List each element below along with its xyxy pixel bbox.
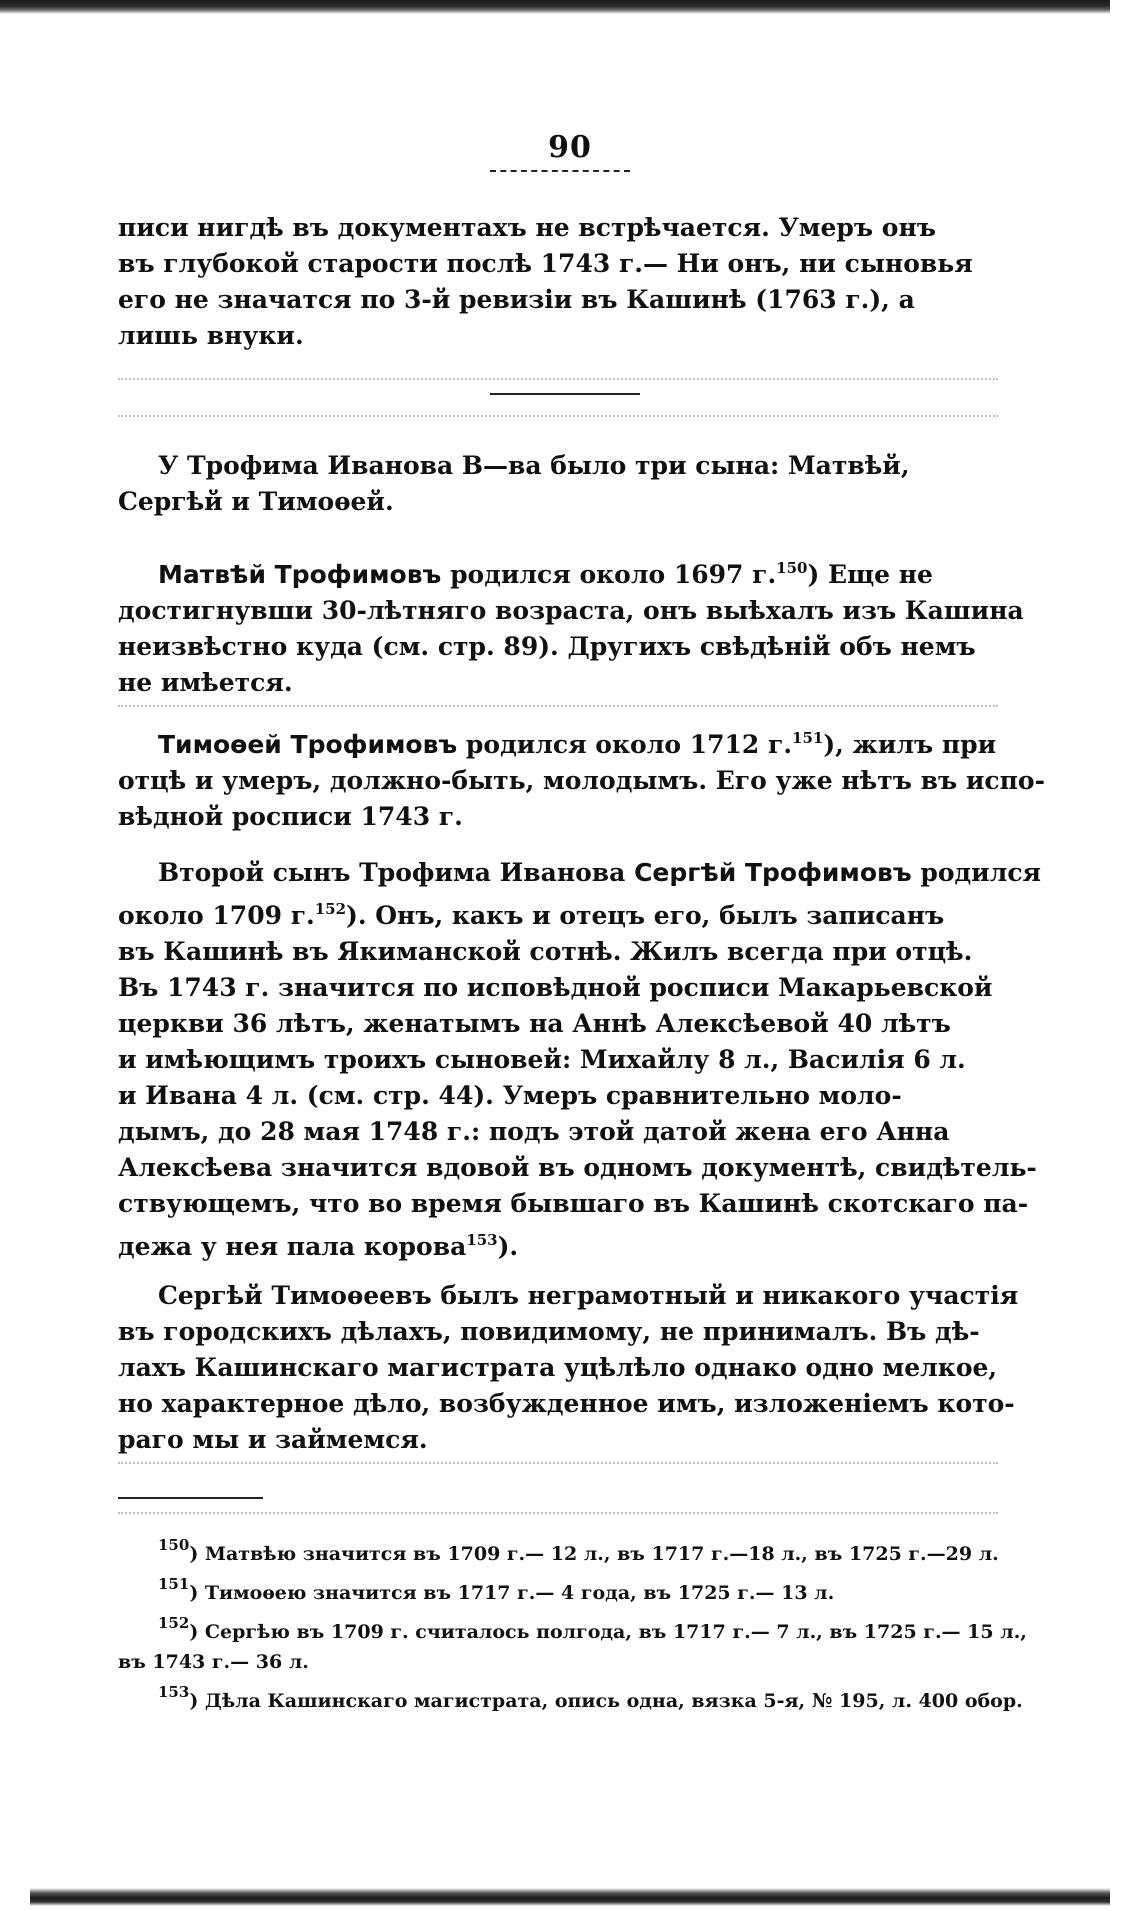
text-fragment: ), жилъ при xyxy=(823,730,997,759)
section-divider xyxy=(490,393,640,395)
text-fragment: ) Еще не xyxy=(807,560,933,589)
text-line: но характерное дѣло, возбужденное имъ, изложеніемъ кото- xyxy=(118,1389,1015,1418)
text-fragment: ). xyxy=(497,1232,519,1261)
bleed-through-noise xyxy=(118,705,998,707)
text-line: церкви 36 лѣтъ, женатымъ на Аннѣ Алексѣевой 40 лѣтъ xyxy=(118,1009,951,1038)
footnote-text: Сергѣю въ 1709 г. считалось полгода, въ 1717 г.— 7 л., въ 1725 г.— 15 л., xyxy=(204,1621,1027,1643)
text-line: и имѣющимъ троихъ сыновей: Михайлу 8 л., Василія 6 л. xyxy=(118,1045,966,1074)
text-line: въ городскихъ дѣлахъ, повидимому, не принималъ. Въ дѣ- xyxy=(118,1317,980,1346)
footnote-ref: 152 xyxy=(314,900,347,918)
person-name: Сергѣй Трофимовъ xyxy=(634,858,912,887)
text-line: Алексѣева значится вдовой въ одномъ документѣ, свидѣтель- xyxy=(118,1153,1037,1182)
text-line xyxy=(118,891,1010,934)
page-number-rule xyxy=(490,170,630,172)
text-line: достигнувши 30-лѣтняго возраста, онъ выѣхалъ изъ Кашина xyxy=(118,596,1024,625)
text-line: отцѣ и умеръ, должно-быть, молодымъ. Его уже нѣтъ въ испо- xyxy=(118,766,1045,795)
bleed-through-noise xyxy=(118,378,998,380)
paragraph-continuation xyxy=(118,210,1010,354)
text-line xyxy=(118,720,1010,763)
paragraph-sergei-timofeev xyxy=(118,1278,1019,1458)
footnote-mark: 152 xyxy=(158,1614,190,1632)
paragraph-trofim-sons xyxy=(118,448,1010,520)
footnote: $^{150}$) Матвѣю значится въ 1709 г.— 12 л., въ 1717 г.—18 л., въ 1725 г.—29 л. xyxy=(158,1536,999,1565)
text-fragment: родился около 1712 г. xyxy=(465,730,793,759)
footnote: $^{151}$) Тимоѳею значится въ 1717 г.— 4 года, въ 1725 г.— 13 л. xyxy=(158,1575,835,1604)
text-line xyxy=(118,1222,1010,1265)
text-line: лахъ Кашинскаго магистрата уцѣлѣло однако одно мелкое, xyxy=(118,1353,998,1382)
paragraph-sergei xyxy=(118,855,1042,1265)
text-line: Сергѣй Тимоѳеевъ былъ неграмотный и никакого участія xyxy=(158,1281,1019,1310)
footnote-text: Матвѣю значится въ 1709 г.— 12 л., въ 1717 г.—18 л., въ 1725 г.—29 л. xyxy=(204,1543,999,1565)
page-number: 90 xyxy=(548,130,592,165)
text-line: Въ 1743 г. значится по исповѣдной росписи Макарьевской xyxy=(118,973,993,1002)
footnote-ref: 151 xyxy=(792,729,824,747)
text-line xyxy=(118,855,1042,891)
footnote: $^{153}$) Дѣла Кашинскаго магистрата, опись одна, вязка 5-я, № 195, л. 400 обор. xyxy=(158,1683,1023,1712)
text-fragment: около 1709 г. xyxy=(118,901,315,930)
text-fragment: родился около 1697 г. xyxy=(450,560,777,589)
text-line: писи нигдѣ въ документахъ не встрѣчается. Умеръ онъ xyxy=(118,213,936,242)
text-line: У Трофима Иванова В—ва было три сына: Матвѣй, xyxy=(158,451,910,480)
text-fragment: Второй сынъ Трофима Иванова xyxy=(158,858,626,887)
text-line: вѣдной росписи 1743 г. xyxy=(118,802,463,831)
footnote-text: Дѣла Кашинскаго магистрата, опись одна, вязка 5-я, № 195, л. 400 обор. xyxy=(204,1690,1023,1712)
text-line xyxy=(118,550,1010,593)
footnote-rule xyxy=(118,1497,263,1499)
bleed-through-noise xyxy=(118,1462,998,1464)
text-line: въ Кашинѣ въ Якиманской сотнѣ. Жилъ всегда при отцѣ. xyxy=(118,937,973,966)
text-line: раго мы и займемся. xyxy=(118,1425,428,1454)
text-fragment: ). Онъ, какъ и отецъ его, былъ записанъ xyxy=(346,901,945,930)
bleed-through-noise xyxy=(118,1512,998,1514)
footnote-mark: 153 xyxy=(158,1683,190,1701)
text-line: не имѣется. xyxy=(118,668,293,697)
paragraph-timofei xyxy=(118,720,1045,835)
footnote-continuation: въ 1743 г.— 36 л. xyxy=(118,1651,309,1673)
text-line: неизвѣстно куда (см. стр. 89). Другихъ свѣдѣній объ немъ xyxy=(118,632,976,661)
person-name: Матвѣй Трофимовъ xyxy=(158,560,442,589)
footnote-mark: 150 xyxy=(158,1536,190,1554)
scan-edge-bottom xyxy=(30,1888,1110,1906)
text-fragment: дежа у нея пала корова xyxy=(118,1232,467,1261)
text-line: и Ивана 4 л. (см. стр. 44). Умеръ сравнительно моло- xyxy=(118,1081,902,1110)
text-line: въ глубокой старости послѣ 1743 г.— Ни онъ, ни сыновья xyxy=(118,249,973,278)
footnote-mark: 151 xyxy=(158,1575,190,1593)
bleed-through-noise xyxy=(118,415,998,417)
footnote-ref: 153 xyxy=(466,1231,498,1249)
text-fragment: родился xyxy=(920,858,1042,887)
text-line: дымъ, до 28 мая 1748 г.: подъ этой датой жена его Анна xyxy=(118,1117,950,1146)
person-name: Тимоѳей Трофимовъ xyxy=(158,730,458,759)
paragraph-matvei xyxy=(118,550,1024,701)
text-line: его не значатся по 3-й ревизіи въ Кашинѣ (1763 г.), а xyxy=(118,285,915,314)
footnote-ref: 150 xyxy=(776,559,808,577)
footnote-text: Тимоѳею значится въ 1717 г.— 4 года, въ 1725 г.— 13 л. xyxy=(204,1582,835,1604)
footnote: $^{152}$) Сергѣю въ 1709 г. считалось полгода, въ 1717 г.— 7 л., въ 1725 г.— 15 л., xyxy=(158,1614,1027,1643)
text-line: Сергѣй и Тимоѳей. xyxy=(118,487,394,516)
footnotes xyxy=(118,1530,1027,1716)
text-line: ствующемъ, что во время бывшаго въ Кашинѣ скотскаго па- xyxy=(118,1189,1029,1218)
text-line: лишь внуки. xyxy=(118,321,304,350)
scan-edge-top xyxy=(0,0,1110,14)
